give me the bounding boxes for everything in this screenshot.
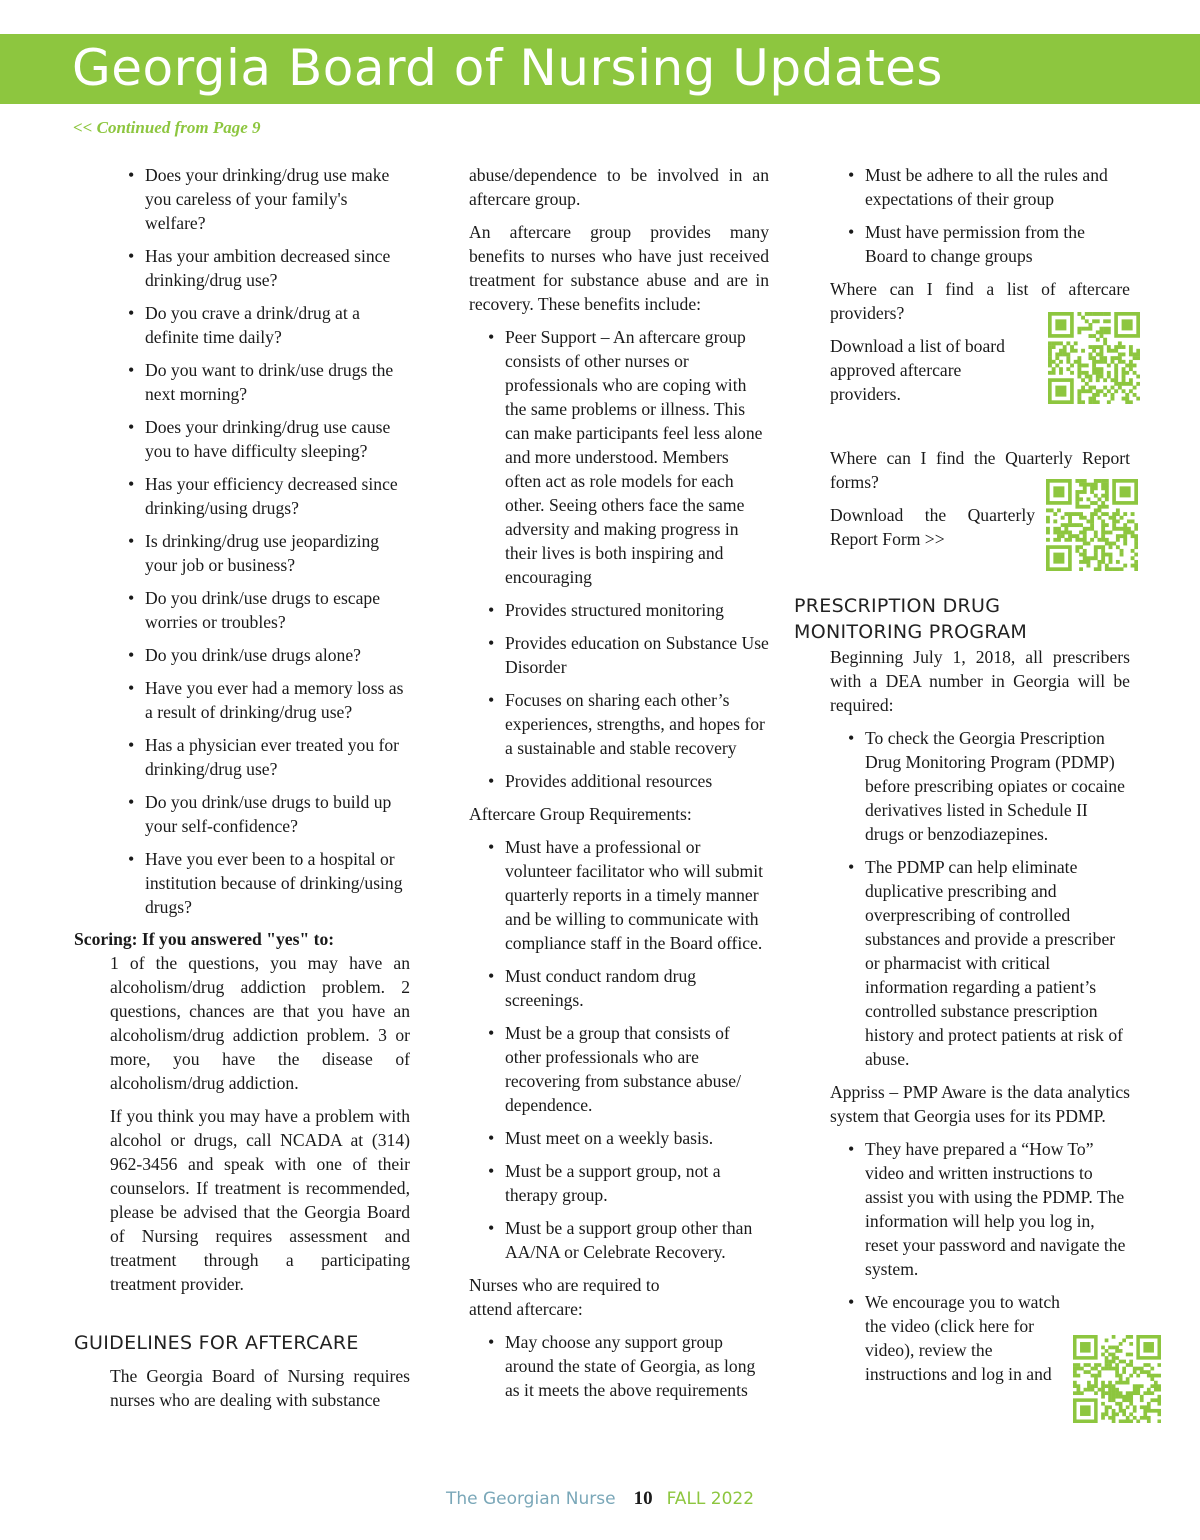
qr-code-icon (1073, 1335, 1161, 1423)
list-item: • Must be adhere to all the rules and expectations of their group (865, 163, 1130, 211)
nurses-list-continued (865, 163, 1130, 268)
qr-code-icon (1048, 312, 1140, 404)
video-qr-code[interactable] (1073, 1335, 1161, 1423)
list-item: • We encourage you to watch the video (click here for video), review the instructions and log in and (865, 1290, 1065, 1386)
list-item: • Is drinking/drug use jeopardizing your job or business? (145, 529, 410, 577)
aftercare-heading: GUIDELINES FOR AFTERCARE (74, 1332, 359, 1354)
list-item: • Does your drinking/drug use cause you to have difficulty sleeping? (145, 415, 410, 463)
report-question: Where can I find the Quarterly Report forms? (830, 448, 1130, 492)
aftercare-continuation: abuse/dependence to be involved in an aftercare group. (469, 165, 769, 209)
list-item: • Must be a support group, not a therapy group. (505, 1159, 769, 1207)
list-item: • Must meet on a weekly basis. (505, 1126, 769, 1150)
publication-name: The Georgian Nurse (445, 1489, 616, 1509)
providers-question: Where can I find a list of aftercare providers? (830, 279, 1130, 323)
continued-link[interactable]: << Continued from Page 9 (73, 118, 261, 137)
list-item: • Provides education on Substance Use Disorder (505, 631, 769, 679)
report-download-link[interactable]: Download the Quarterly Report Form >> (830, 505, 1035, 549)
list-item: • To check the Georgia Prescription Drug Monitoring Program (PDMP) before prescribing opiates or cocaine derivatives listed in Schedule II drugs or benzodiazepines. (865, 726, 1130, 846)
list-item: • Focuses on sharing each other’s experiences, strengths, and hopes for a sustainable and stable recovery (505, 688, 769, 760)
list-item: • Do you drink/use drugs to escape worries or troubles? (145, 586, 410, 634)
list-item: • Must have a professional or volunteer facilitator who will submit quarterly reports in a timely manner and be willing to communicate with compliance staff in the Board office. (505, 835, 769, 955)
list-item: • Must conduct random drug screenings. (505, 964, 769, 1012)
requirements-heading: Aftercare Group Requirements: (469, 804, 692, 824)
providers-download-link[interactable]: Download a list of board approved aftercare providers. (830, 336, 1005, 404)
pdmp-heading-line-2: MONITORING PROGRAM (794, 621, 1028, 643)
column-1 (74, 163, 410, 1412)
list-item: • May choose any support group around the state of Georgia, as long as it meets the above requirements (505, 1330, 769, 1402)
scoring-text: 1 of the questions, you may have an alcoholism/drug addiction problem. 2 questions, chances are that you have an alcoholism/drug addiction problem. 3 or more, you have the disease of alcoholism/drug addiction. (110, 953, 410, 1093)
list-item: • Has a physician ever treated you for drinking/drug use? (145, 733, 410, 781)
nurses-list (505, 1330, 769, 1402)
list-item: • Have you ever been to a hospital or institution because of drinking/using drugs? (145, 847, 410, 919)
list-item: • Peer Support – An aftercare group consists of other nurses or professionals who are coping with the same problems or illness. This can make participants feel less alone and more understood. Members often act as role models for each other. Seeing others face the same adversity and making progress in their lives is both inspiring and encouraging (505, 325, 769, 589)
help-text: If you think you may have a problem with alcohol or drugs, call NCADA at (314) 962-3456 and speak with one of their counselors. If treatment is recommended, please be advised that the Georgia Board of Nursing requires assessment and treatment through a participating treatment provider. (110, 1106, 410, 1294)
self-assessment-questions (145, 163, 410, 919)
benefits-intro: An aftercare group provides many benefits to nurses who have just received treatment for substance abuse and are in recovery. These benefits include: (469, 222, 769, 314)
list-item: • Must have permission from the Board to change groups (865, 220, 1130, 268)
scoring-heading: Scoring: If you answered "yes" to: (74, 929, 335, 949)
page-number: 10 (633, 1488, 653, 1509)
pdmp-heading-line-1: PRESCRIPTION DRUG (794, 595, 1001, 617)
list-item: • Has your ambition decreased since drinking/drug use? (145, 244, 410, 292)
pdmp-list (865, 726, 1130, 1071)
issue-label: FALL 2022 (666, 1489, 755, 1509)
list-item: • Have you ever had a memory loss as a result of drinking/drug use? (145, 676, 410, 724)
list-item: • Do you drink/use drugs alone? (145, 643, 410, 667)
benefits-list (505, 325, 769, 793)
list-item: • Do you want to drink/use drugs the next morning? (145, 358, 410, 406)
list-item: • Has your efficiency decreased since drinking/using drugs? (145, 472, 410, 520)
requirements-list (505, 835, 769, 1264)
list-item: • Must be a support group other than AA/NA or Celebrate Recovery. (505, 1216, 769, 1264)
list-item: • Do you crave a drink/drug at a definite time daily? (145, 301, 410, 349)
qr-code-icon (1046, 479, 1138, 571)
list-item: • Must be a group that consists of other professionals who are recovering from substance abuse/ dependence. (505, 1021, 769, 1117)
page-title: Georgia Board of Nursing Updates (72, 39, 943, 97)
list-item: • Does your drinking/drug use make you careless of your family's welfare? (145, 163, 410, 235)
providers-qr-code[interactable] (1048, 312, 1140, 404)
list-item: • Provides structured monitoring (505, 598, 769, 622)
list-item: • Do you drink/use drugs to build up your self-confidence? (145, 790, 410, 838)
appriss-text: Appriss – PMP Aware is the data analytics system that Georgia uses for its PDMP. (830, 1082, 1130, 1126)
report-qr-code[interactable] (1046, 479, 1138, 571)
page-footer (0, 1488, 1200, 1510)
aftercare-intro: The Georgia Board of Nursing requires nurses who are dealing with substance (110, 1366, 410, 1410)
nurses-heading: Nurses who are required to attend aftercare: (469, 1275, 660, 1319)
list-item: • Provides additional resources (505, 769, 769, 793)
pdmp-intro: Beginning July 1, 2018, all prescribers with a DEA number in Georgia will be required: (830, 647, 1130, 715)
column-2 (469, 163, 769, 1411)
list-item: • The PDMP can help eliminate duplicative prescribing and overprescribing of controlled substances and provide a prescriber or pharmacist with critical information regarding a patient’s controlled substance prescription history and protect patients at risk of abuse. (865, 855, 1130, 1071)
list-item: • They have prepared a “How To” video and written instructions to assist you with using the PDMP. The information will help you log in, reset your password and navigate the system. (865, 1137, 1130, 1281)
